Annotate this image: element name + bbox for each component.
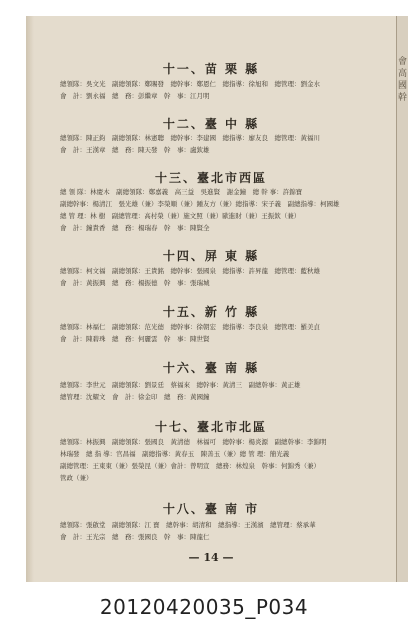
section-row: 總 管 理：林 樹 副總管理：高村榮（兼）施文照（兼）歐進財（兼）王振欽（兼）	[60, 212, 301, 220]
section-row: 總領隊：林福仁 副總領隊：范光德 總幹事：徐朝宏 總指導：李良泉 總管理：羅美貞	[60, 323, 320, 331]
section-title: 十六、臺 南 縣	[162, 361, 260, 375]
section-row: 副總幹事：楊清江 張光雄（兼）李榮順（兼）鍾友方（兼）總指導：宋子義 副總指導：柯國雄	[60, 200, 340, 208]
section-title: 十一、苗 栗 縣	[162, 62, 260, 76]
section-row: 副總管理：王東東（兼）張榮昆（兼）會計：曾明宣 總務：林煌泉 幹事：何錦秀（兼）	[60, 462, 320, 470]
section-title: 十四、屏 東 縣	[162, 249, 260, 263]
section-row: 會 計：鐘貴香 總 務：楊瑞春 幹 事：陳賢全	[60, 224, 210, 232]
section-title: 十八、臺 南 市	[162, 502, 260, 516]
section-title: 十二、臺 中 縣	[162, 117, 260, 131]
section-title: 十七、臺北市北區	[154, 420, 267, 434]
section-row: 會 計：陳碧珠 總 務：何麗雲 幹 事：陳世賢	[60, 335, 210, 343]
adjacent-page-text: 會 高 國 幹	[398, 57, 408, 103]
adjacent-page-edge	[396, 16, 408, 582]
section-row: 管政（兼）	[60, 474, 93, 482]
image-caption: 20120420035_P034	[99, 595, 309, 619]
section-row: 會 計：黃振興 總 務：楊振德 幹 事：張瑞城	[60, 279, 210, 287]
section-row: 會 計：劉永福 總 務：彭繼章 幹 事：江月明	[60, 92, 210, 100]
page-number: — 14 —	[188, 551, 234, 564]
section-row: 總領隊：柯文福 副總領隊：王貴銘 總幹事：張國泉 總指導：許昇龍 總管理：藍秋雄	[60, 267, 320, 275]
section-row: 總管理：沈耀文 會 計：徐金印 總 務：黃國鐘	[60, 393, 210, 401]
section-title: 十五、新 竹 縣	[162, 305, 260, 319]
section-row: 總領隊：林振興 副總領隊：張國良 黃清德 林福可 總幹事：楊炎源 副總幹事：李錦明	[60, 438, 327, 446]
section-row: 總領隊：陳正鈞 副總領隊：林憲聰 總幹事：李建國 總指導：廖友良 總管理：黃福川	[60, 134, 320, 142]
section-row: 總領隊：李世元 副總領隊：劉景廷 蔡福來 總幹事：黃清三 副總幹事：黃正雄	[60, 381, 301, 389]
section-row: 總領隊：吳文光 副總領隊：鄭賜發 總幹事：鄭恩仁 總指導：徐旭和 總管理：劉金水	[60, 80, 320, 88]
section-row: 總 領 隊：林慶木 副總領隊：鄭嘉義 高三益 吳進賢 謝金鐘 總 幹 事：許錦寶	[60, 188, 303, 196]
section-row: 總領隊：張啟堂 副總領隊：江 寶 總幹事：胡清和 總指導：王漢濱 總管理：蔡承華	[60, 521, 316, 529]
section-row: 會 計：王光宗 總 務：張國良 幹 事：陳龍仁	[60, 533, 210, 541]
section-row: 會 計：王漢章 總 務：陳天發 幹 事：盧欽雄	[60, 146, 210, 154]
section-row: 林瑞發 總 指 導：官昌福 副總指導：黃春玉 陳善玉（兼）總 管 理：簡光義	[60, 450, 290, 458]
section-title: 十三、臺北市西區	[154, 171, 267, 185]
